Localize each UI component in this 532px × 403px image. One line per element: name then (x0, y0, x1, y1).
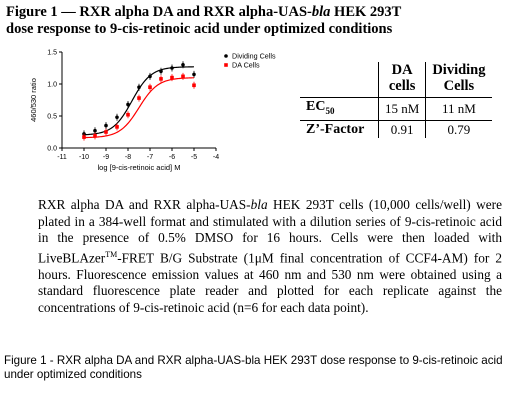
data-point-da (126, 113, 130, 117)
header-line: DA (391, 62, 413, 78)
trademark-sup: TM (105, 249, 118, 259)
legend-label: Dividing Cells (232, 51, 276, 61)
figure-caption: Figure 1 - RXR alpha DA and RXR alpha-UAS-bla HEK 293T dose response to 9-cis-retinoic acid under optimized conditions (4, 354, 503, 381)
legend-marker-da (224, 63, 228, 67)
cell-z-da: 0.91 (379, 120, 426, 138)
header-line: cells (388, 78, 416, 94)
figure-title-part: HEK 293T (330, 4, 402, 20)
table-row (300, 98, 492, 121)
data-point-da (82, 135, 86, 139)
figure-title-line1 (6, 4, 526, 21)
x-tick-label: -8 (124, 154, 132, 161)
data-point-da (104, 130, 108, 134)
x-tick-label: -7 (146, 154, 154, 161)
header-line: Dividing (432, 62, 486, 78)
data-point-da (93, 134, 97, 138)
ec-subscript: 50 (325, 105, 335, 116)
potency-table (300, 62, 492, 138)
methods-text: -FRET B/G Substrate (1μM final concentration of CCF4-AM) for 2 hours. Fluorescence emission values at 460 nm and 530 nm were obtained using a standard fluorescence plate reader and plotted for each replicate against the concentrations of 9-cis-retinoic acid (n=6 for each data point). (38, 250, 502, 315)
methods-text: RXR alpha DA and RXR alpha-UAS- (38, 197, 251, 212)
data-point-dividing (181, 63, 185, 67)
cell-ec50-da: 15 nM (379, 98, 426, 121)
legend-label: DA Cells (232, 60, 260, 70)
row-label-z-factor: Z’-Factor (300, 120, 379, 138)
figure-title-italic: bla (311, 4, 331, 20)
data-point-dividing (148, 75, 152, 79)
row-label-ec50 (300, 98, 379, 121)
y-tick-label: 0.5 (47, 113, 57, 121)
ec-text: EC (306, 99, 326, 114)
methods-italic: bla (250, 197, 268, 212)
table-header-da-cells (379, 62, 426, 98)
x-tick-label: -11 (57, 154, 67, 161)
data-point-dividing (159, 69, 163, 73)
data-point-da (137, 96, 141, 100)
data-point-da (170, 76, 174, 80)
data-point-da (181, 75, 185, 79)
data-point-da (192, 83, 196, 87)
data-point-dividing (104, 124, 108, 128)
dose-response-chart (0, 44, 290, 184)
table-header-dividing-cells (426, 62, 492, 98)
cell-z-dividing: 0.79 (426, 120, 492, 138)
x-tick-label: -10 (78, 154, 90, 161)
methods-paragraph (38, 197, 502, 317)
x-tick-label: -9 (102, 154, 110, 161)
data-point-dividing (192, 73, 196, 77)
cell-ec50-dividing: 11 nM (426, 98, 492, 121)
x-tick-label: -6 (168, 154, 176, 161)
data-point-dividing (137, 85, 141, 89)
data-point-da (148, 85, 152, 89)
y-tick-label: 1.0 (47, 81, 57, 89)
data-point-dividing (93, 129, 97, 133)
figure-title (6, 4, 526, 38)
x-tick-label: -5 (190, 154, 198, 161)
methods-text: HEK 293T cells (10,000 cells/well) were plated in a 384-well format and stimulated with a dilution series of 9-cis-retinoic acid in the presence of 0.5% DMSO for 16 hours. Cells were then loaded with LiveBLAzer (38, 197, 502, 266)
data-point-dividing (170, 66, 174, 70)
data-point-da (115, 125, 119, 129)
data-point-dividing (126, 103, 130, 107)
figure-title-line2: dose response to 9-cis-retinoic acid under optimized conditions (6, 21, 393, 37)
table-row (300, 120, 492, 138)
x-tick-label: -4 (212, 154, 220, 161)
y-tick-label: 0.0 (47, 145, 57, 153)
data-point-dividing (115, 115, 119, 119)
legend-marker-dividing (224, 54, 228, 58)
y-tick-label: 1.5 (47, 49, 57, 57)
figure-title-part: Figure 1 — RXR alpha DA and RXR alpha-UAS- (6, 4, 312, 20)
header-line: Cells (443, 78, 475, 94)
x-axis-label: log [9-cis-retinoic acid] M (97, 163, 181, 172)
data-point-da (159, 77, 163, 81)
y-axis-label: 460/530 ratio (29, 78, 38, 122)
table-header-row (300, 62, 492, 98)
table-corner (300, 62, 379, 98)
